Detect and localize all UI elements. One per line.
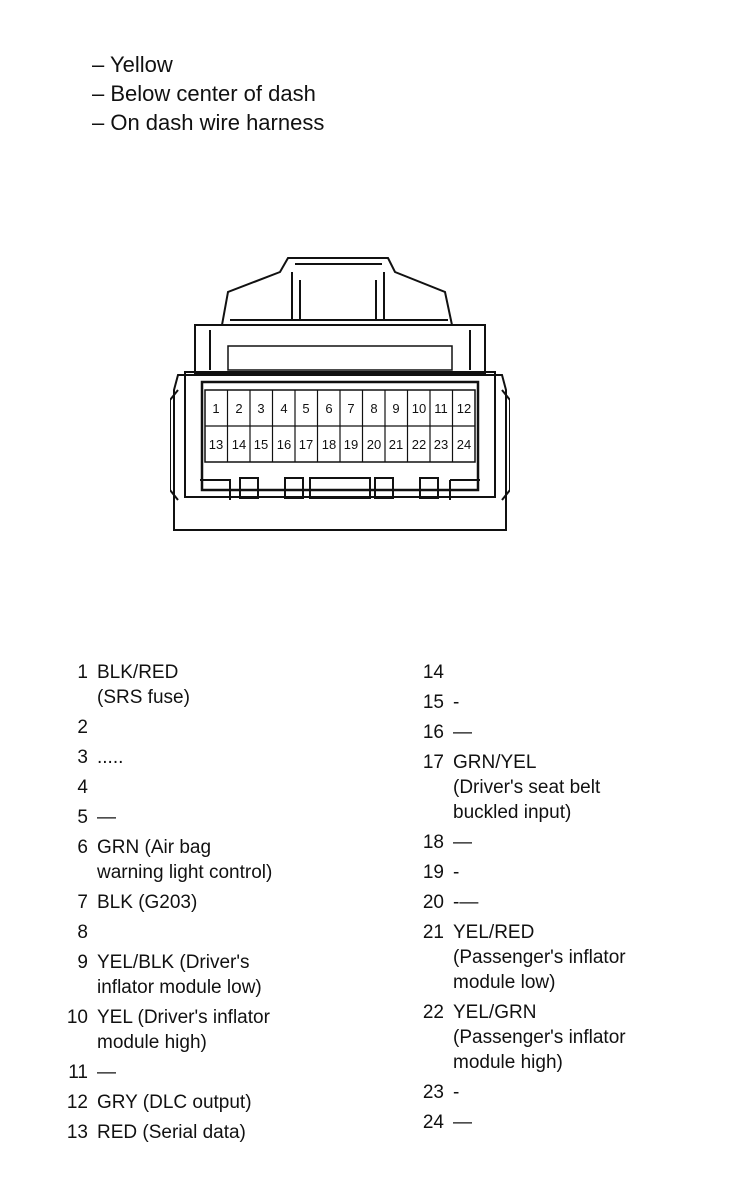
pin-label: 21 bbox=[388, 437, 404, 452]
pin-description: - bbox=[453, 692, 460, 713]
pin-label: 12 bbox=[456, 401, 472, 416]
connector-info bbox=[92, 50, 324, 137]
pin-description: YEL/GRN (Passenger's inflator module high) bbox=[453, 1002, 626, 1073]
pin-description: — bbox=[453, 832, 472, 853]
pin-entry bbox=[56, 805, 386, 830]
pin-description: - bbox=[453, 862, 460, 883]
pin-description: — bbox=[453, 722, 472, 743]
pin-number: 24 bbox=[422, 1112, 444, 1133]
pin-entry bbox=[412, 830, 742, 855]
pin-number: 2 bbox=[77, 717, 88, 738]
pin-number: 5 bbox=[77, 807, 88, 828]
pin-number: 12 bbox=[66, 1092, 88, 1113]
pin-description: BLK (G203) bbox=[97, 892, 198, 913]
pin-number: 15 bbox=[422, 692, 444, 713]
pin-entry bbox=[56, 1005, 386, 1055]
pin-number: 19 bbox=[422, 862, 444, 883]
pin-number: 11 bbox=[68, 1062, 88, 1083]
pin-entry bbox=[412, 1110, 742, 1135]
pin-description: - bbox=[453, 1082, 460, 1103]
pin-number: 6 bbox=[77, 837, 88, 858]
pin-number: 10 bbox=[66, 1007, 88, 1028]
pin-label: 5 bbox=[302, 401, 310, 416]
pin-label: 8 bbox=[370, 401, 378, 416]
pin-number: 13 bbox=[66, 1122, 88, 1143]
pin-number: 7 bbox=[77, 892, 88, 913]
pin-number: 3 bbox=[77, 747, 88, 768]
pin-label: 15 bbox=[253, 437, 269, 452]
pin-label: 19 bbox=[343, 437, 359, 452]
pin-description: GRN/YEL (Driver's seat belt buckled input) bbox=[453, 752, 601, 823]
pin-label: 10 bbox=[411, 401, 427, 416]
pin-label: 23 bbox=[433, 437, 449, 452]
pin-label: 3 bbox=[257, 401, 265, 416]
pin-list-left bbox=[56, 660, 386, 1150]
connector-location: – Below center of dash bbox=[92, 81, 316, 106]
pin-label: 18 bbox=[321, 437, 337, 452]
pin-number: 21 bbox=[422, 922, 444, 943]
pin-number: 1 bbox=[77, 662, 88, 683]
pin-entry bbox=[56, 950, 386, 1000]
pin-label: 22 bbox=[411, 437, 427, 452]
pin-entry bbox=[412, 750, 742, 825]
pin-entry bbox=[56, 1120, 386, 1145]
pin-description: GRY (DLC output) bbox=[97, 1092, 252, 1113]
pin-number: 8 bbox=[77, 922, 88, 943]
pin-entry bbox=[412, 660, 742, 685]
pin-label: 13 bbox=[208, 437, 224, 452]
pin-entry bbox=[412, 690, 742, 715]
pin-label: 9 bbox=[392, 401, 400, 416]
pin-description: ..... bbox=[97, 747, 124, 768]
pin-entry bbox=[56, 890, 386, 915]
pin-number: 9 bbox=[77, 952, 88, 973]
pin-entry bbox=[56, 745, 386, 770]
pin-description: RED (Serial data) bbox=[97, 1122, 246, 1143]
pin-number: 16 bbox=[422, 722, 444, 743]
pin-entry bbox=[56, 835, 386, 885]
pin-description: GRN (Air bag warning light control) bbox=[97, 837, 273, 883]
pin-number: 4 bbox=[77, 777, 88, 798]
pin-number: 17 bbox=[422, 752, 444, 773]
pin-number: 22 bbox=[422, 1002, 444, 1023]
pin-label: 7 bbox=[347, 401, 355, 416]
pin-label: 17 bbox=[298, 437, 314, 452]
pin-label: 4 bbox=[280, 401, 288, 416]
connector-harness: – On dash wire harness bbox=[92, 110, 325, 135]
pin-entry bbox=[412, 720, 742, 745]
pin-number: 23 bbox=[422, 1082, 444, 1103]
pin-label: 2 bbox=[235, 401, 243, 416]
pin-entry bbox=[56, 920, 386, 945]
pin-description: YEL/BLK (Driver's inflator module low) bbox=[97, 952, 262, 998]
pin-entry bbox=[56, 1090, 386, 1115]
pin-label: 11 bbox=[434, 401, 448, 416]
pin-label: 6 bbox=[325, 401, 333, 416]
pin-number: 20 bbox=[422, 892, 444, 913]
pin-label: 16 bbox=[276, 437, 292, 452]
pin-entry bbox=[412, 860, 742, 885]
pin-number: 14 bbox=[422, 662, 444, 683]
pin-description: BLK/RED (SRS fuse) bbox=[97, 662, 190, 708]
pin-entry bbox=[56, 1060, 386, 1085]
pin-entry bbox=[412, 1080, 742, 1105]
pin-list-right bbox=[412, 660, 742, 1140]
pin-label: 20 bbox=[366, 437, 382, 452]
pin-entry bbox=[412, 890, 742, 915]
pin-description: — bbox=[453, 1112, 472, 1133]
pin-entry bbox=[56, 660, 386, 710]
connector-diagram bbox=[170, 250, 510, 550]
pin-number: 18 bbox=[422, 832, 444, 853]
pin-entry bbox=[412, 920, 742, 995]
pin-description: — bbox=[97, 807, 116, 828]
pin-description: -— bbox=[453, 892, 479, 913]
pin-description: — bbox=[97, 1062, 116, 1083]
connector-color: – Yellow bbox=[92, 52, 173, 77]
pin-label: 24 bbox=[456, 437, 472, 452]
pin-entry bbox=[56, 715, 386, 740]
pin-label: 1 bbox=[212, 401, 220, 416]
pin-label: 14 bbox=[231, 437, 247, 452]
pin-description: YEL (Driver's inflator module high) bbox=[97, 1007, 270, 1053]
pin-description: YEL/RED (Passenger's inflator module low) bbox=[453, 922, 626, 993]
pin-entry bbox=[412, 1000, 742, 1075]
pin-entry bbox=[56, 775, 386, 800]
